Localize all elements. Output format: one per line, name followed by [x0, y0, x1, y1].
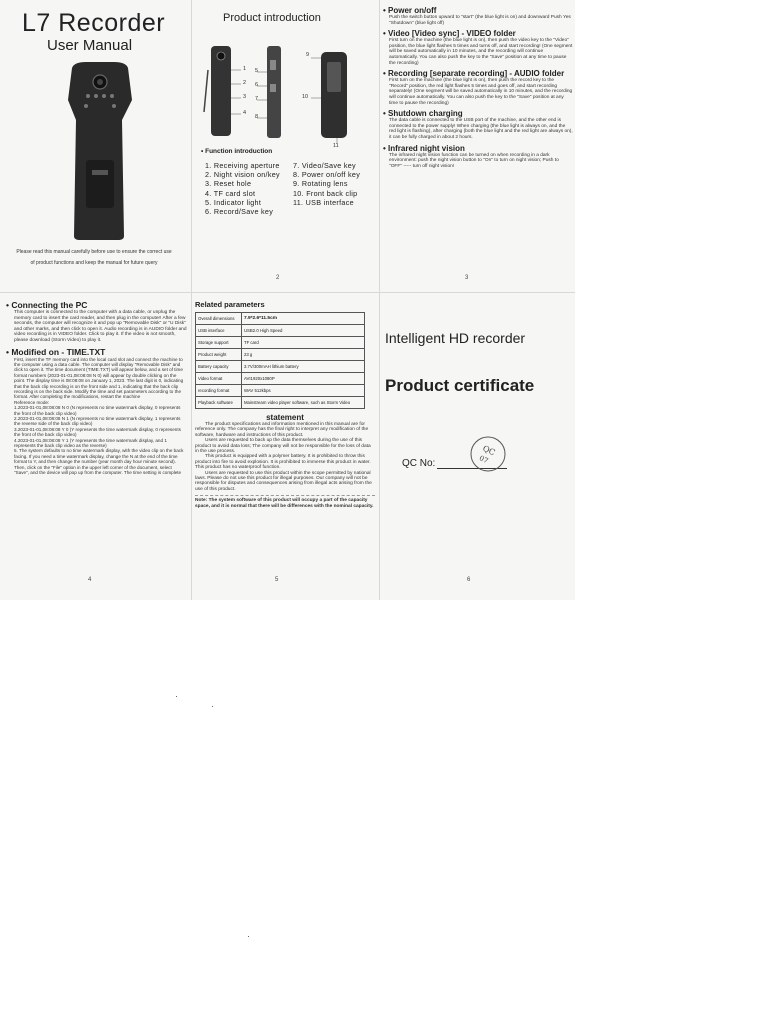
- table-row: Overall dimensions 7.9*2.6*11.5cm: [196, 313, 365, 325]
- statement-paragraph: Users are requested to use this product within the scope permitted by national laws. Please do not use this product for illegal purposes. Our company will not be responsible for disputes and consequences arising from illegal acts arising from the use of this product.: [195, 470, 372, 492]
- product-intro-page: [193, 0, 378, 290]
- speck: [212, 706, 213, 707]
- function-item: 9. Rotating lens: [293, 179, 348, 189]
- pc-time-page: [6, 300, 188, 592]
- callout-6: 6: [255, 82, 259, 88]
- function-item: 7. Video/Save key: [293, 161, 356, 170]
- section-heading: Video [Video sync] - VIDEO folder: [388, 29, 516, 39]
- table-row: USB interface USB2.0 High Speed: [196, 325, 365, 337]
- cover-note: Please read this manual carefully before use to ensure the correct use of product functions and keep the manual for future query: [16, 249, 172, 266]
- section-heading: Infrared night vision: [388, 143, 465, 153]
- statement-paragraph: The product specifications and information mentioned in this manual are for reference only. The company has the final right to interpret any modification of the software, hardware and instructions of this product.: [195, 422, 369, 438]
- reference-item: 3.2023-01-01,08:08:08 Y 0 (Y represents the time watermark display, 0 represents the front of the back clip video): [14, 426, 181, 438]
- callout-1: 1: [243, 66, 247, 72]
- function-item: 3. Reset hole: [205, 179, 252, 189]
- section-body: Push the switch button upward to "start" (the blue light is on) and downward Push Yes "Shutdown" (blue light off): [389, 15, 571, 26]
- callout-3: 3: [243, 94, 247, 100]
- fold-line-vertical-2: [379, 0, 380, 600]
- section-heading: Modified on - TIME.TXT: [11, 346, 106, 357]
- callout-4: 4: [243, 110, 247, 116]
- function-item: 5. Indicator light: [205, 197, 262, 207]
- section-power: • Power on/off Push the switch button upward to "start" (the blue light is on) and downward Push Yes "Shutdown" (blue light off): [383, 6, 573, 26]
- parameters-page: [195, 300, 375, 592]
- callout-7: 7: [255, 96, 259, 102]
- function-item: 8. Power on/off key: [293, 170, 361, 180]
- table-row: Battery capacity 3.7V/300mAH lithium battery: [196, 361, 365, 373]
- function-item: 2. Night vision on/key: [205, 170, 280, 180]
- speck: [248, 936, 249, 937]
- operations-page: [383, 6, 573, 290]
- qc-label: QC No:: [402, 458, 436, 469]
- statement-heading: statement: [266, 413, 304, 422]
- parameters-table: [195, 312, 365, 409]
- callout-10: 10: [302, 94, 309, 100]
- table-row: recording format WAV 512kbps: [196, 385, 365, 397]
- certificate-title: Product certificate: [385, 376, 535, 395]
- reference-item: 4.2023-01-01,08:08:08 Y 1 (Y represents the time watermark display, and 1 represents the back clip video as the reverse): [14, 437, 167, 449]
- page-number: 3: [465, 275, 469, 281]
- section-heading: Connecting the PC: [11, 300, 88, 310]
- callout-9: 9: [306, 52, 310, 58]
- section-connecting-pc: • Connecting the PC This computer is connected to the computer with a data cable, or unplug the memory card to insert the card reader, and then plug in the computer! After a few seconds, the computer will recognize it and pop up "Removable Disk" or "U Disk" and other marks, and then click to open it. Audio recording is in AUDIO folder and video recording is in VIDEO folder. Click to play it. If the video is not smooth, please download (Storm Video) to play it.: [6, 300, 187, 343]
- parameters-heading: Related parameters: [195, 300, 265, 309]
- reference-item: 2.2023-01-01,08:08:08 N 1 (N represents no time watermark display, 1 represents the reverse side of the back clip video): [14, 416, 181, 427]
- qc-stamp: [468, 434, 508, 474]
- reference-item: 1.2023-01-01,08:08:08 N 0 (N represents no time watermark display, 0 represents the front of the back clip video): [14, 405, 181, 416]
- function-item: 4. TF card slot: [205, 188, 256, 198]
- function-item: 11. USB interface: [293, 197, 354, 207]
- page-number: 5: [275, 577, 279, 583]
- section-body: This computer is connected to the computer with a data cable, or unplug the memory card to insert the card reader, and then plug in the computer! After a few seconds, the computer will recognize it and pop up "Removable Disk" or "U Disk" and other marks, and then click to open it. Audio recording is in AUDIO folder and video recording is in VIDEO folder. Click to play it. If the video is not smooth, please download (Storm Video) to play it.: [14, 310, 187, 343]
- callout-2: 2: [243, 80, 247, 86]
- function-item: 1. Receiving aperture: [205, 161, 280, 170]
- section-time-txt: • Modified on - TIME.TXT First, insert the TF memory card into the local card slot and connect the machine to the computer using a data cable. The computer will display "Removable Disk" and click to open it. The time document (TIME.TXT) will appear below, and a set of time format numbers (2023-01-01,08:08:08 N 0) will appear by double clicking on the point. The display time is 08:08:08 on January 1, 2023. The last digit is 0, indicating that the back clip recording is on the front side and 1, indicating that the back clip recording is on the back side. Modify the time and set parameters according to the format. After completing the modifications, restart the machine: [6, 347, 188, 400]
- product-diagram: [203, 40, 373, 148]
- certificate-page: [382, 300, 572, 592]
- callout-5: 5: [255, 68, 259, 74]
- fold-line-vertical-1: [191, 0, 192, 600]
- device-illustration: [52, 60, 148, 242]
- fold-line-horizontal: [0, 292, 575, 293]
- cover-title: L7 Recorder: [22, 9, 166, 37]
- section-video: • Video [Video sync] - VIDEO folder First turn on the machine (the blue light is on), then push the video key to the "Video" position, the blue light flashes 5 times and turns off, and start recording! (One segment will be saved automatically in 10 minutes, and the recording will continue automatically. You can also push the key to the "Save" position at any time to pause the recording): [383, 29, 573, 66]
- section-body: The data cable is connected to the USB port of the machine, and the other end is connected to the power supply! When charging (the blue light is always on, and the red light is flashing), after charging (both the blue light and the red light are always on), it can be fully charged in about 2 hours.: [389, 118, 573, 140]
- section-night-vision: • Infrared night vision The infrared night vision function can be turned on when recording in a dark environment: push the night vision button to "On" to turn on night vision; Push to "OFF" ----- turn off night vision!: [383, 144, 573, 170]
- svg-text:QC: QC: [481, 443, 497, 458]
- section-heading: Power on/off: [388, 6, 437, 15]
- page-number: 6: [467, 577, 471, 583]
- svg-text:07: 07: [477, 454, 490, 466]
- product-name: Intelligent HD recorder: [385, 330, 526, 346]
- section-body: First turn on the machine (the blue light is on), then push the video key to the "Video" position, the blue light flashes 5 times and turns off, and start recording! (One segment will be saved automatically in 10 minutes, and the recording will continue automatically. You can also push the key to the "Save" position at any time to pause the recording): [389, 38, 573, 66]
- statement-paragraph: Users are requested to back up the data themselves during the use of this product to avoid data loss; The company will not be responsible for the loss of data in the use process.: [195, 438, 371, 455]
- section-charging: • Shutdown charging The data cable is connected to the USB port of the machine, and the other end is connected to the power supply! When charging (the blue light is always on, and the red light is flashing), after charging (both the blue light and the red light are always on), it can be fully charged in about 2 hours.: [383, 109, 573, 140]
- capacity-note: Note: The system software of this product will occupy a part of the capacity space, and it is normal that there will be differences with the nominal capacity.: [195, 495, 375, 509]
- function-item: 6. Record/Save key: [205, 207, 274, 217]
- section-body: First, insert the TF memory card into the local card slot and connect the machine to the computer using a data cable. The computer will display "Removable Disk" and click to open it. The time document (TIME.TXT) will appear below, and a set of time format numbers (2023-01-01,08:08:08 N 0) will appear by double clicking on the point. The display time is 08:08:08 on January 1, 2023. The last digit is 0, indicating that the back clip recording is on the front side and 1, indicating that the back clip recording is on the back side. Modify the time and set parameters according to the format. After completing the modifications, restart the machine: [14, 356, 184, 400]
- cover-subtitle: User Manual: [47, 37, 133, 54]
- function-list: [205, 161, 375, 216]
- callout-11: 11: [333, 143, 339, 149]
- statement-paragraph: This product is equipped with a polymer battery. It is prohibited to throw this product into fire to avoid explosion. It is prohibited to immerse this product in water. This product has no waterproof function.: [195, 454, 371, 471]
- callout-8: 8: [255, 114, 259, 120]
- reference-item: 5. The system defaults to no time watermark display, with the video clip on the back facing. If you need a time watermark display, change the N at the end of the time format to Y, and then change the number (year month day hour minute second). Then, click on the "File" option in the upper left corner of the document, select "Save", and the device will pop up from the computer. The time setting is complete: [14, 448, 184, 476]
- section-heading: Shutdown charging: [388, 109, 463, 119]
- table-row: Product weight 23 g: [196, 349, 365, 361]
- function-item: 10. Front back clip: [293, 188, 358, 198]
- section-recording: • Recording [separate recording] - AUDIO folder First turn on the machine (the blue light is on), then push the record key to the "Record" position, the red light flashes 5 times and goes off, and start recording separately! (One segment will be saved automatically in 10 minutes, and the recording will continue automatically. You can also push the key to the "Save" position at any time to pause the recording): [383, 69, 573, 106]
- product-intro-heading: Product introduction: [223, 12, 321, 24]
- statement-text: [195, 422, 375, 492]
- table-row: Storage support TF card: [196, 337, 365, 349]
- function-heading: • Function introduction: [201, 148, 273, 155]
- reference-label: Reference mode:: [14, 399, 50, 405]
- cover-page: [0, 0, 190, 290]
- section-body: The infrared night vision function can be turned on when recording in a dark environment: push the night vision button to "On" to turn on night vision; Push to "OFF" ----- turn off night vision!: [389, 152, 559, 169]
- section-body: First turn on the machine (the blue light is on), then push the record key to the "Record" position, the red light flashes 5 times and goes off, and start recording separately! (One segment will be saved automatically in 10 minutes, and the recording will continue automatically. You can also push the key to the "Save" position at any time to pause the recording): [389, 78, 573, 106]
- speck: [176, 696, 177, 697]
- section-heading: Recording [separate recording] - AUDIO folder: [388, 69, 565, 79]
- page-number: 2: [276, 275, 280, 281]
- table-row: Video format AVI1920x1080P: [196, 373, 365, 385]
- page-number: 4: [88, 577, 92, 583]
- table-row: Playback software Mainstream video player software, such as Storm Video: [196, 397, 365, 409]
- reference-list: [6, 400, 188, 476]
